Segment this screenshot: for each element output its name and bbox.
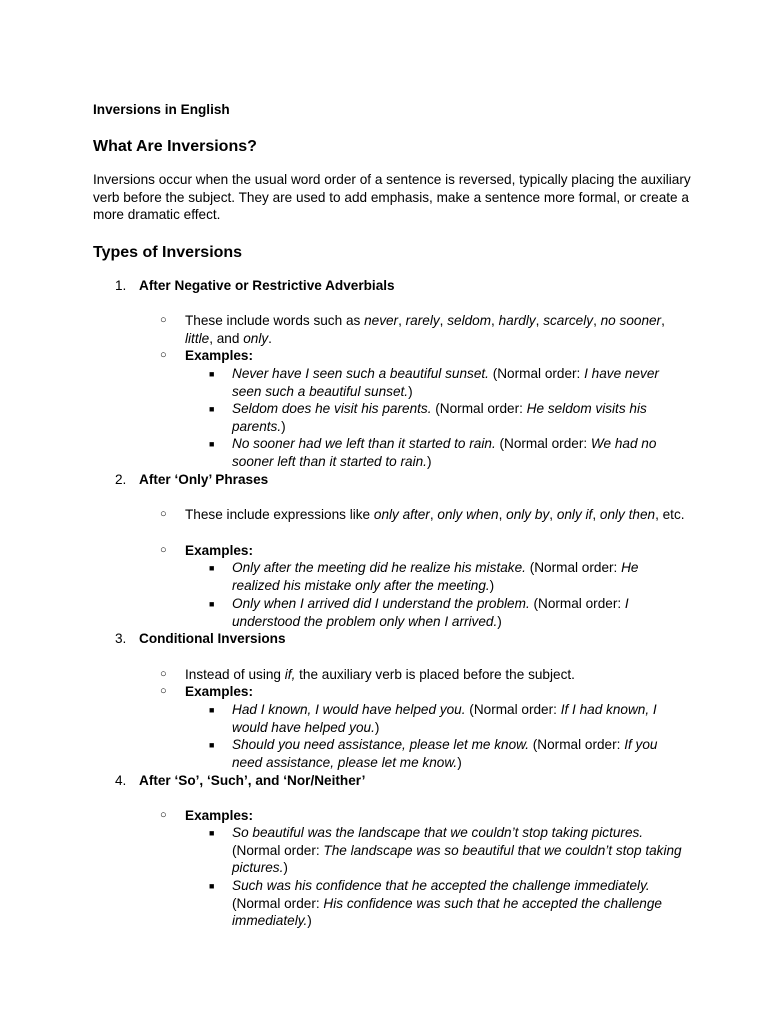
example-item: Had I known, I would have helped you. (Normal order: If I had known, I would have helped you.) (232, 702, 657, 735)
section-description: Instead of using if, the auxiliary verb is placed before the subject. (185, 667, 575, 682)
square-bullet: ■ (209, 439, 215, 449)
italic-text: No sooner had we left than it started to rain. (232, 436, 496, 451)
example-item: Never have I seen such a beautiful sunset. (Normal order: I have never seen such a beautiful sunset.) (232, 366, 659, 399)
italic-text: So beautiful was the landscape that we couldn’t stop taking pictures. (232, 825, 644, 840)
examples-label: Examples: (185, 684, 254, 699)
italic-text: only by (506, 507, 550, 522)
section-title: Conditional Inversions (139, 631, 286, 646)
example-item: Such was his confidence that he accepted the challenge immediately. (Normal order: His confidence was such that he accepted the challenge immediately.) (232, 878, 662, 929)
italic-text: only if (556, 507, 593, 522)
example-item: No sooner had we left than it started to rain. (Normal order: We had no sooner left than it started to rain.) (232, 436, 657, 469)
italic-text: only (243, 330, 269, 346)
italic-text: He realized his mistake only after the meeting. (232, 560, 639, 593)
circle-bullet: ○ (160, 809, 167, 821)
example-item: Only after the meeting did he realize his mistake. (Normal order: He realized his mistake only after the meeting.) (232, 560, 639, 593)
square-bullet: ■ (209, 599, 215, 609)
heading-types-of-inversions: Types of Inversions (93, 244, 243, 261)
italic-text: Never have I seen such a beautiful sunset. (232, 366, 489, 381)
circle-bullet: ○ (160, 544, 167, 556)
italic-text: Had I known, I would have helped you. (232, 702, 466, 717)
italic-text: little (185, 330, 210, 346)
examples-label: Examples: (185, 808, 254, 823)
example-item: Seldom does he visit his parents. (Normal order: He seldom visits his parents.) (232, 401, 647, 434)
italic-text: only then (599, 507, 656, 522)
examples-label: Examples: (185, 348, 254, 363)
square-bullet: ■ (209, 369, 215, 379)
example-item: So beautiful was the landscape that we couldn’t stop taking pictures. (Normal order: The landscape was so beautiful that we couldn’t stop taking pictures.) (232, 825, 682, 876)
document-title: Inversions in English (93, 102, 230, 117)
italic-text: The landscape was so beautiful that we couldn’t stop taking pictures. (232, 842, 682, 876)
section-description: These include words such as never, rarely, seldom, hardly, scarcely, no sooner, little, and only. (185, 313, 665, 346)
example-item: Should you need assistance, please let me know. (Normal order: If you need assistance, please let me know.) (232, 737, 658, 770)
section-title: After ‘So’, ‘Such’, and ‘Nor/Neither’ (139, 773, 366, 788)
italic-text: no sooner (600, 313, 662, 328)
square-bullet: ■ (209, 404, 215, 414)
square-bullet: ■ (209, 881, 215, 891)
circle-bullet: ○ (160, 668, 167, 680)
square-bullet: ■ (209, 563, 215, 573)
italic-text: Only after the meeting did he realize his mistake. (232, 560, 526, 575)
italic-text: I have never seen such a beautiful sunset. (232, 366, 659, 399)
circle-bullet: ○ (160, 508, 167, 520)
example-item: Only when I arrived did I understand the problem. (Normal order: I understood the problem only when I arrived.) (232, 596, 629, 629)
examples-label: Examples: (185, 543, 254, 558)
italic-text: If I had known, I would have helped you. (232, 702, 657, 735)
italic-text: We had no sooner left than it started to rain. (232, 436, 657, 469)
italic-text: Seldom does he visit his parents. (232, 401, 432, 416)
section-title: After Negative or Restrictive Adverbials (139, 278, 395, 293)
section-title: After ‘Only’ Phrases (139, 472, 269, 487)
italic-text: only when (437, 507, 499, 522)
italic-text: Only when I arrived did I understand the problem. (232, 596, 530, 611)
italic-text: I understood the problem only when I arrived. (232, 596, 629, 629)
italic-text: Such was his confidence that he accepted the challenge immediately. (232, 878, 650, 893)
italic-text: hardly (498, 313, 536, 328)
italic-text: If you need assistance, please let me know. (232, 737, 658, 770)
circle-bullet: ○ (160, 349, 167, 361)
italic-text: never (364, 313, 399, 328)
italic-text: seldom (447, 313, 492, 328)
heading-what-are-inversions: What Are Inversions? (93, 138, 257, 155)
intro-paragraph: Inversions occur when the usual word order of a sentence is reversed, typically placing the auxiliary verb before the subject. They are used to add emphasis, make a sentence more formal, or create a more dramatic effect. (93, 172, 691, 223)
list-number: 1. (115, 278, 127, 293)
list-number: 2. (115, 472, 127, 487)
italic-text: He seldom visits his parents. (232, 401, 647, 434)
square-bullet: ■ (209, 828, 215, 838)
circle-bullet: ○ (160, 314, 167, 326)
list-number: 4. (115, 773, 127, 788)
italic-text: if, (284, 667, 296, 682)
italic-text: Should you need assistance, please let me know. (232, 737, 529, 752)
section-description: These include expressions like only after, only when, only by, only if, only then, etc. (185, 507, 685, 522)
italic-text: His confidence was such that he accepted the challenge immediately. (232, 895, 662, 929)
italic-text: only after (373, 507, 430, 522)
circle-bullet: ○ (160, 685, 167, 697)
square-bullet: ■ (209, 705, 215, 715)
italic-text: rarely (405, 313, 440, 328)
italic-text: scarcely (543, 313, 594, 328)
list-number: 3. (115, 631, 127, 646)
square-bullet: ■ (209, 740, 215, 750)
